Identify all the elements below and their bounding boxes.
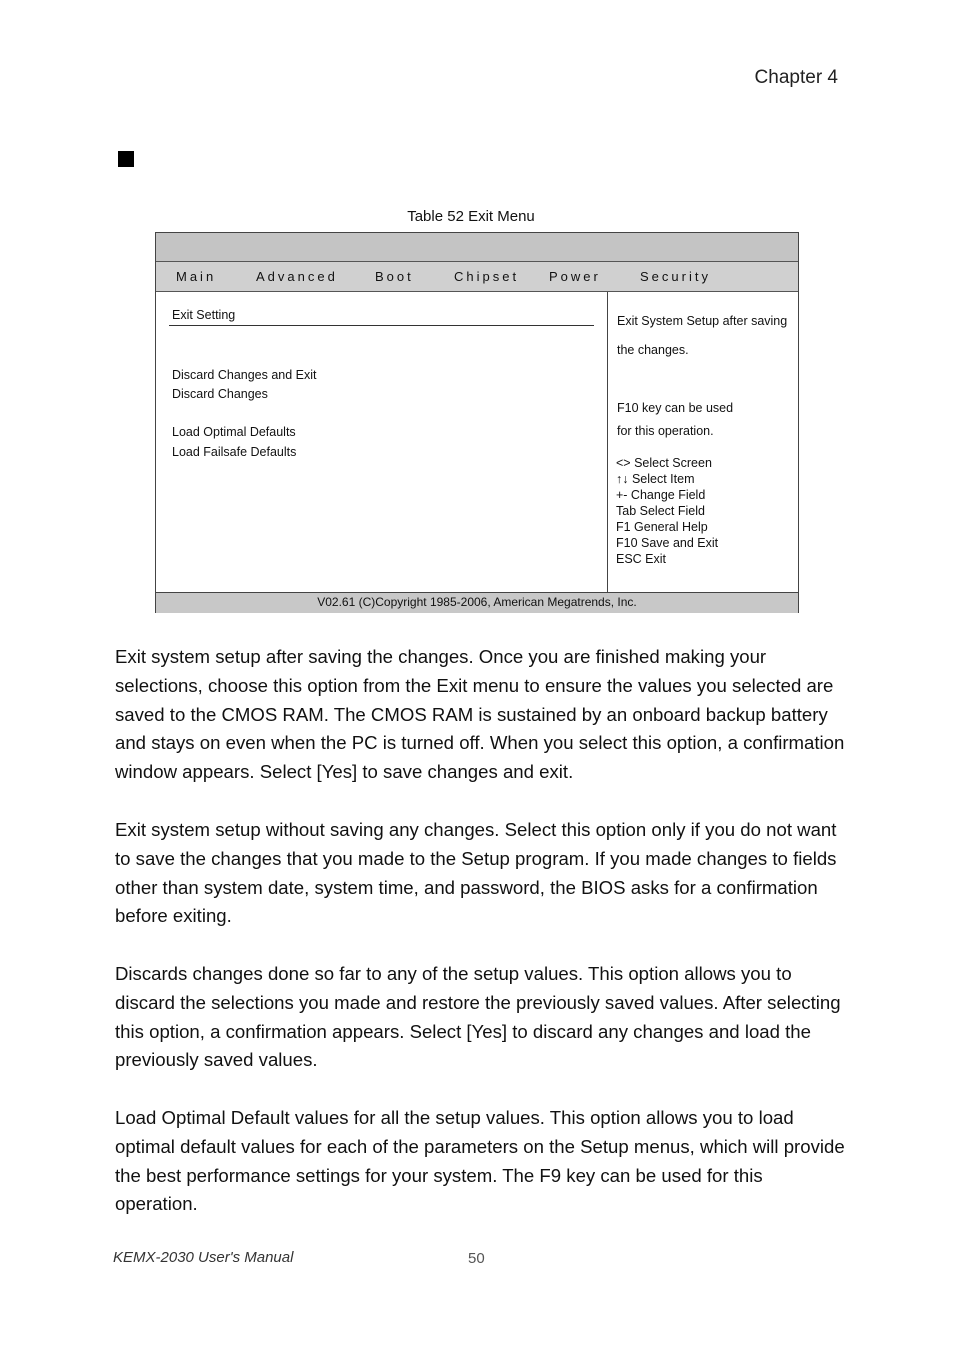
option-load-optimal-defaults[interactable]: Load Optimal Defaults [172,425,296,439]
paragraph-load-optimal: Load Optimal Default values for all the setup values. This option allows you to load optimal default values for each of the parameters on the Setup menus, which will provide the best performance settings for your system. The F9 key can be used for this operation. [115,1107,845,1215]
option-load-failsafe-defaults[interactable]: Load Failsafe Defaults [172,445,297,459]
bios-copyright: V02.61 (C)Copyright 1985-2006, American Megatrends, Inc. [156,592,798,613]
key-hint: Tab Select Field [616,504,705,518]
help-text: F10 key can be used [617,401,734,415]
paragraph-discard-exit: Exit system setup without saving any changes. Select this option only if you do not want to save the changes that you made to the Setup program. If you made changes to fields other than system date, system time, and password, the BIOS asks for a confirmation before exiting. [115,819,837,927]
option-discard-changes[interactable]: Discard Changes [172,387,268,401]
paragraph-discard-changes: Discards changes done so far to any of the setup values. This option allows you to discard the selections you made and restore the previously saved values. After selecting this option, a confirmation appears. Select [Yes] to discard any changes and load the previously saved values. [115,963,841,1071]
section-bullet-icon [118,151,134,167]
tab-main[interactable]: Main [176,269,217,284]
tab-security[interactable]: Security [640,269,711,284]
bios-body [156,292,798,592]
section-divider [169,325,594,326]
tab-boot[interactable]: Boot [375,269,414,284]
help-text: for this operation. [617,424,714,438]
table-caption: Table 52 Exit Menu [407,208,535,225]
help-text: Exit System Setup after saving [617,314,788,328]
bios-title-bar [156,233,798,262]
bios-exit-menu [155,232,799,613]
section-title: Exit Setting [172,308,236,322]
paragraph-save-changes: Exit system setup after saving the changes. Once you are finished making your selections, choose this option from the Exit menu to ensure the values you selected are saved to the CMOS RAM. The CMOS RAM is sustained by an onboard backup battery and stays on even when the PC is turned off. When you select this option, a confirmation window appears. Select [Yes] to save changes and exit. [115,646,845,783]
key-hint: ↑↓ Select Item [616,472,695,486]
manual-title: KEMX-2030 User's Manual [113,1249,294,1266]
options-panel [156,292,607,592]
key-hint: F10 Save and Exit [616,536,719,550]
tab-chipset[interactable]: Chipset [454,269,520,284]
option-discard-changes-and-exit[interactable]: Discard Changes and Exit [172,368,317,382]
help-text: the changes. [617,343,689,357]
key-hint: <> Select Screen [616,456,712,470]
chapter-heading: Chapter 4 [754,67,838,88]
page-number: 50 [468,1250,485,1267]
tab-advanced[interactable]: Advanced [256,269,338,284]
panel-divider [607,292,608,592]
key-hint: F1 General Help [616,520,708,534]
help-panel [616,292,796,592]
key-hint: +- Change Field [616,488,706,502]
key-hint: ESC Exit [616,552,667,566]
bios-tab-bar [156,262,798,292]
tab-power[interactable]: Power [549,269,601,284]
